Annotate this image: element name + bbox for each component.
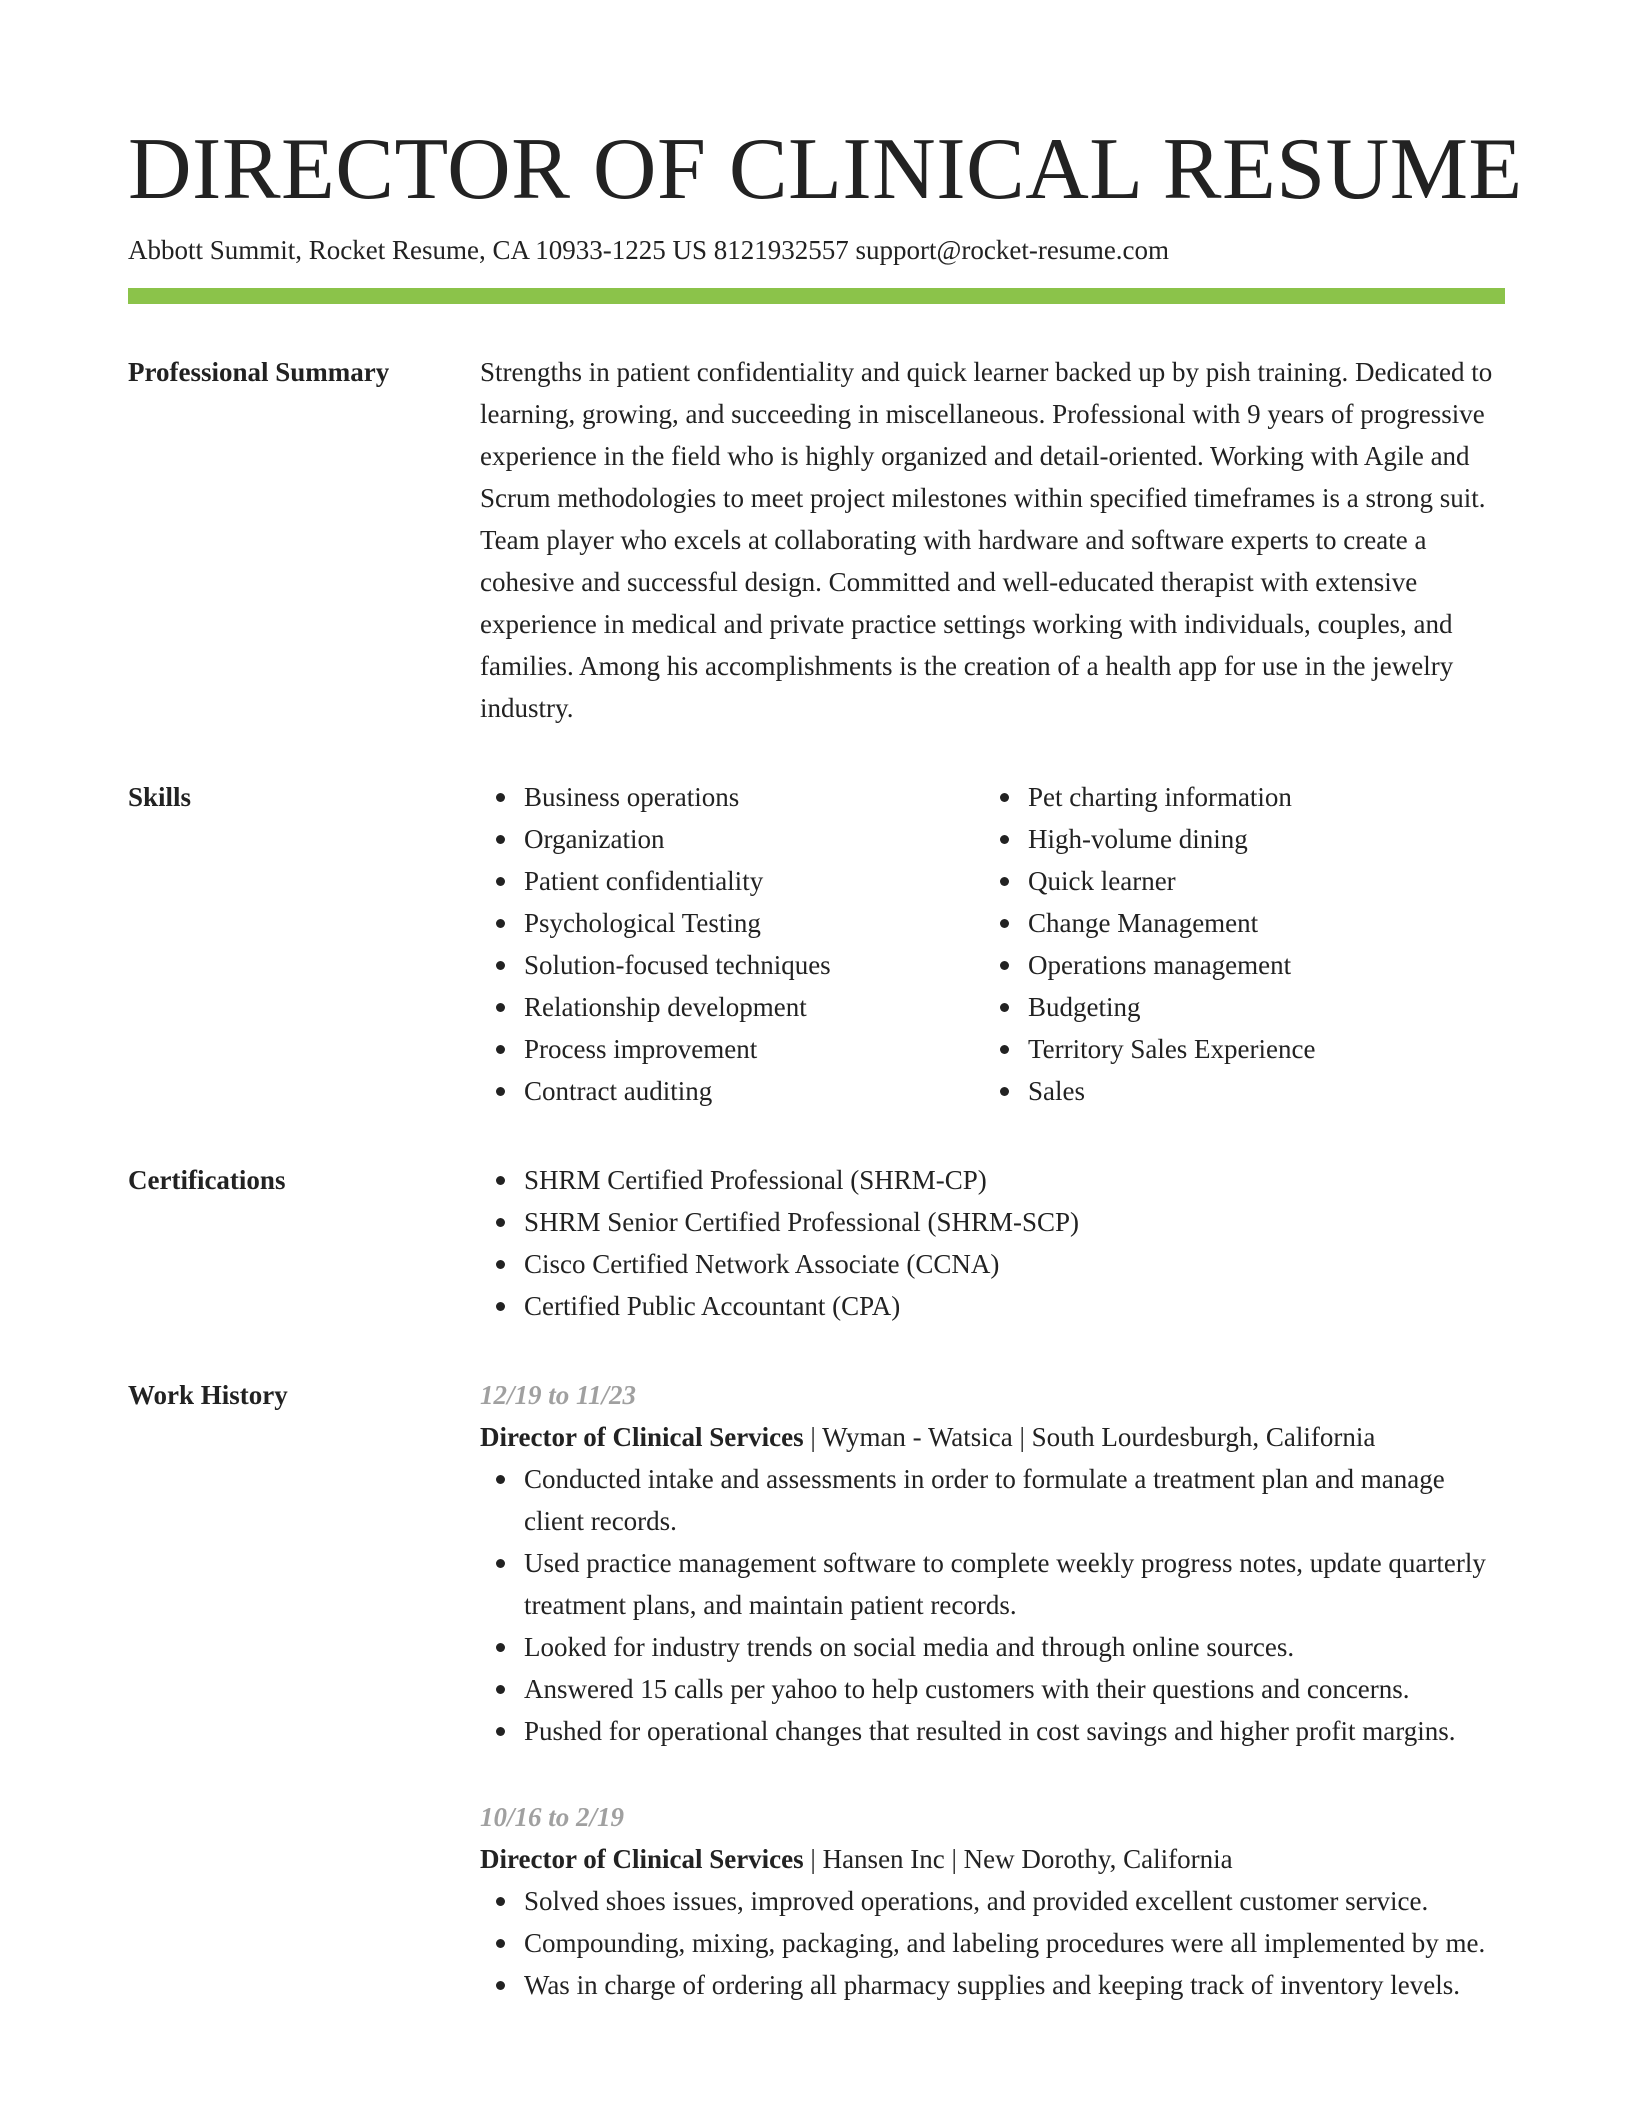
job-bullets	[480, 1880, 1505, 2006]
skills-grid	[480, 776, 1505, 1112]
skills-column-left	[480, 776, 984, 1112]
certification-item: SHRM Senior Certified Professional (SHRM-SCP)	[524, 1201, 1505, 1243]
skill-item: Contract auditing	[524, 1070, 984, 1112]
header-divider	[128, 288, 1505, 304]
skills-column-right	[984, 776, 1505, 1112]
job-bullet: Conducted intake and assessments in order to formulate a treatment plan and manage client records.	[524, 1458, 1505, 1542]
certifications-section	[128, 1162, 1505, 1327]
job-entry	[480, 1796, 1505, 2006]
skill-item: Pet charting information	[1028, 776, 1505, 818]
contact-address: Abbott Summit, Rocket Resume, CA 10933-1225 US	[128, 235, 708, 265]
certification-item: Cisco Certified Network Associate (CCNA)	[524, 1243, 1505, 1285]
certifications-body	[480, 1159, 1505, 1327]
skill-item: High-volume dining	[1028, 818, 1505, 860]
skills-section	[128, 779, 1505, 1112]
summary-body	[480, 351, 1505, 729]
skill-item: Patient confidentiality	[524, 860, 984, 902]
skills-list-left	[480, 776, 984, 1112]
job-dates: 12/19 to 11/23	[480, 1380, 637, 1410]
job-bullet: Solved shoes issues, improved operations, and provided excellent customer service.	[524, 1880, 1505, 1922]
work-history-body	[480, 1374, 1505, 2006]
certifications-list	[480, 1159, 1505, 1327]
job-dates: 10/16 to 2/19	[480, 1802, 625, 1832]
resume-page	[128, 118, 1523, 2006]
job-bullet: Looked for industry trends on social media and through online sources.	[524, 1626, 1505, 1668]
skill-item: Budgeting	[1028, 986, 1505, 1028]
skill-item: Change Management	[1028, 902, 1505, 944]
job-bullet: Answered 15 calls per yahoo to help customers with their questions and concerns.	[524, 1668, 1505, 1710]
certifications-label: Certifications	[128, 1165, 286, 1195]
skill-item: Operations management	[1028, 944, 1505, 986]
summary-section	[128, 354, 1505, 729]
skills-label: Skills	[128, 782, 192, 812]
skills-list-right	[984, 776, 1505, 1112]
skill-item: Territory Sales Experience	[1028, 1028, 1505, 1070]
skill-item: Relationship development	[524, 986, 984, 1028]
work-history-section	[128, 1377, 1505, 2006]
skill-item: Quick learner	[1028, 860, 1505, 902]
job-entry	[480, 1374, 1505, 1752]
skill-item: Business operations	[524, 776, 984, 818]
skill-item: Organization	[524, 818, 984, 860]
job-bullet: Used practice management software to complete weekly progress notes, update quarterly treatment plans, and maintain patient records.	[524, 1542, 1505, 1626]
resume-title: DIRECTOR OF CLINICAL RESUME	[128, 121, 1523, 218]
job-details: | Hansen Inc | New Dorothy, California	[803, 1844, 1233, 1874]
skill-item: Psychological Testing	[524, 902, 984, 944]
job-bullet: Pushed for operational changes that resulted in cost savings and higher profit margins.	[524, 1710, 1505, 1752]
skill-item: Solution-focused techniques	[524, 944, 984, 986]
job-bullet: Compounding, mixing, packaging, and labeling procedures were all implemented by me.	[524, 1922, 1505, 1964]
skills-body	[480, 776, 1505, 1112]
skill-item: Process improvement	[524, 1028, 984, 1070]
job-details: | Wyman - Watsica | South Lourdesburgh, California	[803, 1422, 1376, 1452]
work-history-label: Work History	[128, 1380, 288, 1410]
certification-item: Certified Public Accountant (CPA)	[524, 1285, 1505, 1327]
certification-item: SHRM Certified Professional (SHRM-CP)	[524, 1159, 1505, 1201]
summary-label: Professional Summary	[128, 357, 390, 387]
summary-text: Strengths in patient confidentiality and quick learner backed up by pish training. Dedicated to learning, growing, and succeeding in miscellaneous. Professional with 9 years of progressive experience in the field who is highly organized and detail-oriented. Working with Agile and Scrum methodologies to meet project milestones within specified timeframes is a strong suit. Team player who excels at collaborating with hardware and software experts to create a cohesive and successful design. Committed and well-educated therapist with extensive experience in medical and private practice settings working with individuals, couples, and families. Among his accomplishments is the creation of a health app for use in the jewelry industry.	[480, 357, 1493, 723]
job-bullet: Was in charge of ordering all pharmacy supplies and keeping track of inventory levels.	[524, 1964, 1505, 2006]
job-bullets	[480, 1458, 1505, 1752]
job-heading	[480, 1838, 1505, 1880]
contact-phone: 8121932557	[713, 235, 849, 265]
job-title: Director of Clinical Services	[480, 1844, 804, 1874]
contact-email: support@rocket-resume.com	[855, 235, 1170, 265]
job-title: Director of Clinical Services	[480, 1422, 804, 1452]
job-heading	[480, 1416, 1505, 1458]
contact-line	[128, 232, 1505, 268]
skill-item: Sales	[1028, 1070, 1505, 1112]
